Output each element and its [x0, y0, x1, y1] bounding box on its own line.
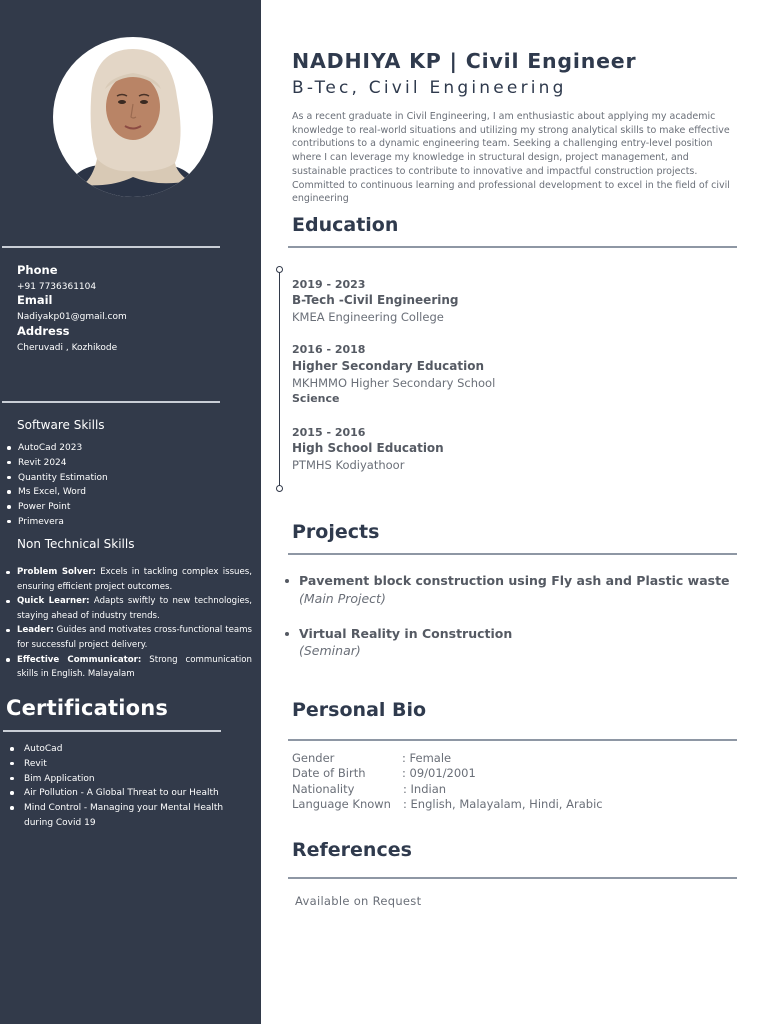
list-item: [17, 594, 252, 623]
section-divider: [288, 739, 737, 741]
bio-key: Date of Birth: [292, 766, 366, 780]
certifications-list: [24, 742, 244, 831]
project-name: Virtual Reality in Construction: [299, 626, 513, 641]
skill-text: Adapts swiftly to new technologies, staying ahead of industry trends.: [17, 596, 252, 621]
list-item: Primevera: [18, 515, 108, 530]
education-degree: Higher Secondary Education: [292, 359, 484, 373]
bio-key: Language Known: [292, 797, 391, 811]
bio-value: : 09/01/2001: [402, 766, 476, 780]
list-item: Ms Excel, Word: [18, 485, 108, 500]
timeline-dot: [276, 266, 283, 273]
skill-text: Strong communication skills in English. Malayalam: [17, 654, 252, 680]
list-item: Quantity Estimation: [18, 471, 108, 486]
section-divider: [288, 553, 737, 555]
list-item: Revit 2024: [18, 456, 108, 471]
project-name: Pavement block construction using Fly ash and Plastic waste: [299, 573, 730, 588]
list-item: Mind Control - Managing your Mental Health during Covid 19: [24, 801, 244, 831]
education-degree: B-Tech -Civil Engineering: [292, 293, 459, 307]
education-institution: MKHMMO Higher Secondary School: [292, 376, 496, 390]
sidebar-divider: [2, 246, 220, 248]
education-institution: PTMHS Kodiyathoor: [292, 458, 405, 472]
address-value: Cheruvadi , Kozhikode: [17, 343, 118, 353]
skill-label: Problem Solver:: [17, 567, 96, 577]
list-item: [17, 653, 252, 682]
sidebar-divider: [3, 730, 221, 732]
education-stream: Science: [292, 392, 340, 405]
list-item: AutoCad 2023: [18, 441, 108, 456]
bio-value: : English, Malayalam, Hindi, Arabic: [403, 797, 603, 811]
references-text: Available on Request: [295, 894, 422, 908]
list-item: AutoCad: [24, 742, 244, 757]
phone-label: Phone: [17, 263, 58, 277]
email-value: Nadiyakp01@gmail.com: [17, 312, 127, 322]
page-title: NADHIYA KP | Civil Engineer: [292, 49, 637, 73]
education-years: 2016 - 2018: [292, 343, 366, 356]
bio-value: : Indian: [403, 782, 447, 796]
list-item: [17, 623, 252, 652]
skill-label: Leader:: [17, 625, 54, 636]
list-item: Revit: [24, 757, 244, 772]
profile-photo: [53, 37, 213, 197]
list-item: Bim Application: [24, 772, 244, 787]
address-label: Address: [17, 324, 70, 338]
bio-key: Gender: [292, 751, 335, 765]
list-item: Air Pollution - A Global Threat to our Health: [24, 786, 244, 801]
list-item: [17, 565, 252, 594]
education-institution: KMEA Engineering College: [292, 310, 444, 324]
bullet-icon: [285, 579, 289, 583]
list-item: Power Point: [18, 500, 108, 515]
skill-text: Guides and motivates cross-functional teams for successful project delivery.: [17, 625, 252, 650]
certifications-heading: Certifications: [6, 696, 169, 720]
skill-label: Quick Learner:: [17, 596, 90, 607]
software-skills-list: [18, 441, 108, 530]
sidebar: [0, 0, 261, 1024]
section-divider: [288, 246, 737, 248]
sidebar-divider: [2, 401, 220, 403]
phone-value: +91 7736361104: [17, 282, 97, 292]
avatar: [53, 37, 213, 197]
projects-heading: Projects: [292, 521, 380, 543]
bullet-icon: [285, 632, 289, 636]
software-skills-heading: Software Skills: [17, 418, 105, 432]
references-heading: References: [292, 839, 412, 861]
education-years: 2015 - 2016: [292, 426, 366, 439]
section-divider: [288, 877, 737, 879]
timeline-dot: [276, 485, 283, 492]
timeline: [279, 270, 280, 488]
education-degree: High School Education: [292, 441, 444, 455]
bio-value: : Female: [402, 751, 452, 765]
email-label: Email: [17, 293, 53, 307]
page-subtitle: B-Tec, Civil Engineering: [292, 78, 567, 98]
nontech-skills-heading: Non Technical Skills: [17, 537, 135, 551]
project-type: (Seminar): [299, 643, 361, 658]
skill-text: Excels in tackling complex issues, ensuring efficient project outcomes.: [17, 567, 253, 592]
bio-key: Nationality: [292, 782, 355, 796]
summary-paragraph: As a recent graduate in Civil Engineering, I am enthusiastic about applying my academic knowledge to real-world situations and utilizing my strong analytical skills to make effective contributions to a dynamic engineering team. Seeking a challenging entry-level position where I can leverage my knowledge in structural design, project management, and sustainable practices to contribute to innovative and impactful construction projects. Committed to continuous learning and professional development to excel in the field of civil engineering: [292, 111, 730, 205]
skill-label: Effective Communicator:: [17, 654, 142, 665]
education-years: 2019 - 2023: [292, 278, 366, 291]
bio-heading: Personal Bio: [292, 699, 427, 721]
nontech-skills-list: [17, 565, 252, 682]
education-heading: Education: [292, 214, 399, 236]
project-type: (Main Project): [299, 591, 386, 606]
